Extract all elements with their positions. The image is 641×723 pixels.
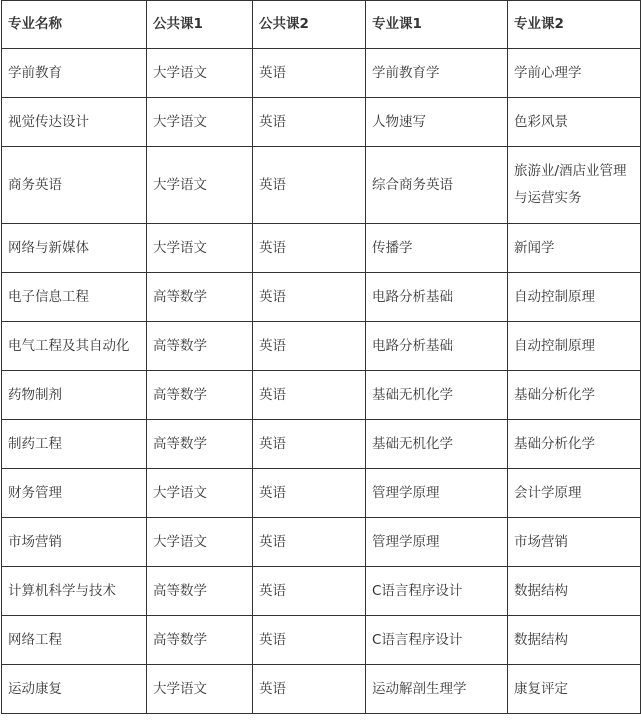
cell-major-course-1: 综合商务英语	[366, 147, 508, 224]
cell-major-course-1: C语言程序设计	[366, 616, 508, 665]
cell-major-course-2: 会计学原理	[508, 469, 641, 518]
cell-major-course-1: 电路分析基础	[366, 273, 508, 322]
cell-public-course-1: 高等数学	[147, 567, 253, 616]
cell-major-name: 学前教育	[2, 49, 147, 98]
cell-public-course-2: 英语	[253, 420, 366, 469]
table-row	[2, 371, 641, 420]
cell-major-name: 电气工程及其自动化	[2, 322, 147, 371]
cell-major-name: 药物制剂	[2, 371, 147, 420]
cell-public-course-1: 大学语文	[147, 469, 253, 518]
cell-major-name: 网络工程	[2, 616, 147, 665]
table-row	[2, 273, 641, 322]
table-row	[2, 49, 641, 98]
header-public-course-2: 公共课2	[253, 1, 366, 49]
cell-public-course-1: 高等数学	[147, 371, 253, 420]
cell-public-course-1: 大学语文	[147, 147, 253, 224]
cell-public-course-2: 英语	[253, 665, 366, 714]
cell-major-course-2: 色彩风景	[508, 98, 641, 147]
cell-major-course-2: 自动控制原理	[508, 273, 641, 322]
cell-public-course-1: 大学语文	[147, 49, 253, 98]
cell-public-course-2: 英语	[253, 49, 366, 98]
cell-public-course-1: 大学语文	[147, 518, 253, 567]
cell-major-name: 运动康复	[2, 665, 147, 714]
cell-major-course-1: 管理学原理	[366, 518, 508, 567]
cell-public-course-1: 高等数学	[147, 616, 253, 665]
cell-public-course-2: 英语	[253, 273, 366, 322]
header-major-course-2: 专业课2	[508, 1, 641, 49]
cell-major-name: 计算机科学与技术	[2, 567, 147, 616]
table-row	[2, 518, 641, 567]
header-major-name: 专业名称	[2, 1, 147, 49]
cell-major-name: 商务英语	[2, 147, 147, 224]
table-row	[2, 567, 641, 616]
header-row	[2, 1, 641, 49]
cell-public-course-2: 英语	[253, 371, 366, 420]
cell-public-course-2: 英语	[253, 322, 366, 371]
table-row	[2, 420, 641, 469]
cell-major-course-1: 基础无机化学	[366, 420, 508, 469]
cell-major-course-2: 新闻学	[508, 224, 641, 273]
table-row	[2, 469, 641, 518]
cell-public-course-2: 英语	[253, 469, 366, 518]
cell-major-course-2: 市场营销	[508, 518, 641, 567]
cell-public-course-1: 大学语文	[147, 98, 253, 147]
courses-table	[1, 0, 641, 714]
table-row	[2, 322, 641, 371]
cell-public-course-2: 英语	[253, 98, 366, 147]
cell-major-name: 制药工程	[2, 420, 147, 469]
cell-public-course-2: 英语	[253, 567, 366, 616]
cell-public-course-1: 高等数学	[147, 273, 253, 322]
header-major-course-1: 专业课1	[366, 1, 508, 49]
cell-public-course-1: 高等数学	[147, 322, 253, 371]
cell-major-course-2: 数据结构	[508, 567, 641, 616]
table-row	[2, 665, 641, 714]
cell-public-course-1: 大学语文	[147, 665, 253, 714]
table-row	[2, 616, 641, 665]
cell-major-course-1: 电路分析基础	[366, 322, 508, 371]
cell-major-course-1: C语言程序设计	[366, 567, 508, 616]
cell-public-course-1: 高等数学	[147, 420, 253, 469]
cell-public-course-2: 英语	[253, 616, 366, 665]
cell-major-name: 市场营销	[2, 518, 147, 567]
cell-major-course-1: 人物速写	[366, 98, 508, 147]
header-public-course-1: 公共课1	[147, 1, 253, 49]
cell-major-course-2: 学前心理学	[508, 49, 641, 98]
cell-public-course-2: 英语	[253, 518, 366, 567]
cell-major-course-2: 数据结构	[508, 616, 641, 665]
cell-major-name: 电子信息工程	[2, 273, 147, 322]
cell-major-name: 财务管理	[2, 469, 147, 518]
cell-major-course-2: 基础分析化学	[508, 371, 641, 420]
cell-major-course-1: 基础无机化学	[366, 371, 508, 420]
cell-major-course-1: 运动解剖生理学	[366, 665, 508, 714]
cell-public-course-2: 英语	[253, 147, 366, 224]
cell-public-course-1: 大学语文	[147, 224, 253, 273]
cell-public-course-2: 英语	[253, 224, 366, 273]
cell-major-course-1: 管理学原理	[366, 469, 508, 518]
table-row	[2, 98, 641, 147]
cell-major-name: 网络与新媒体	[2, 224, 147, 273]
cell-major-name: 视觉传达设计	[2, 98, 147, 147]
cell-major-course-2: 旅游业/酒店业管理与运营实务	[508, 147, 641, 224]
table-row	[2, 224, 641, 273]
cell-major-course-2: 康复评定	[508, 665, 641, 714]
cell-major-course-1: 传播学	[366, 224, 508, 273]
cell-major-course-1: 学前教育学	[366, 49, 508, 98]
cell-major-course-2: 基础分析化学	[508, 420, 641, 469]
cell-major-course-2: 自动控制原理	[508, 322, 641, 371]
table-row	[2, 147, 641, 224]
